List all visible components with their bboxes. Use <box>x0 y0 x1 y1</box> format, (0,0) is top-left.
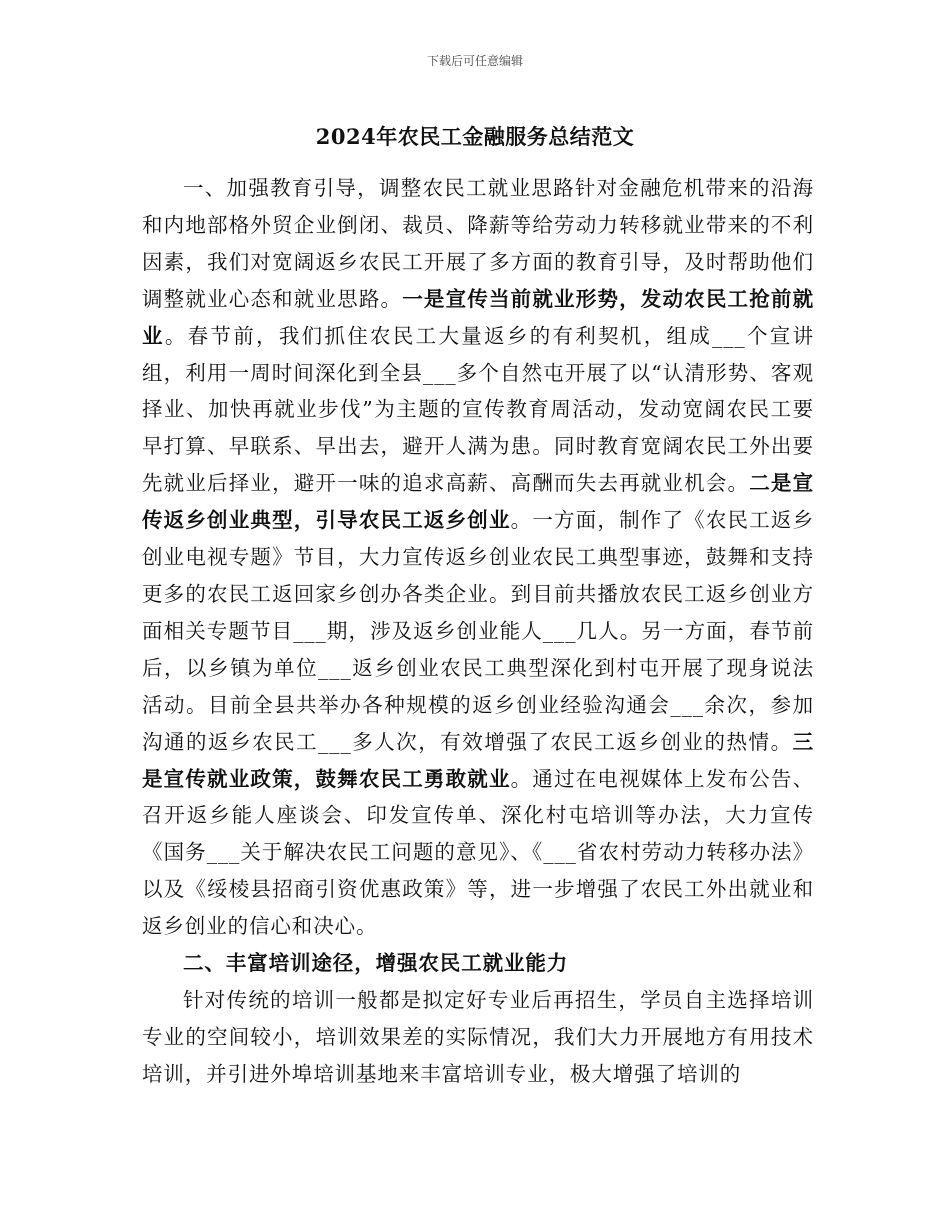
section-2-paragraph: 针对传统的培训一般都是拟定好专业后再招生，学员自主选择培训专业的空间较小，培训效果差的实际情况，我们大力开展地方有用技术培训，并引进外埠培训基地来丰富培训专业，极大增强了培训的 <box>142 987 814 1086</box>
point-2-title: 二是宣传返乡创业典型，引导农民工返乡创业 <box>142 471 815 533</box>
download-note: 下载后可任意编辑 <box>426 54 523 68</box>
point-3-title: 三是宣传就业政策，鼓舞农民工勇敢就业 <box>142 729 814 791</box>
point-3-text: 。通过在电视媒体上发布公告、召开返乡能人座谈会、印发宣传单、深化村屯培训等办法，大力宣传《国务___关于解决农民工问题的意见》、《___省农村劳动力转移办法》以及《绥棱县招商引资优惠政策》等，进一步增强了农民工外出就业和返乡创业的信心和决心。 <box>142 766 814 939</box>
point-1-title: 一是宣传当前就业形势，发动农民工抢前就业 <box>142 286 814 348</box>
section-1-paragraph <box>142 170 814 945</box>
document-body <box>142 170 814 1093</box>
point-1-text: 。春节前，我们抓住农民工大量返乡的有利契机，组成___个宣讲组，利用一周时间深化到全县___多个自然屯开展了以“认清形势、客观择业、加快再就业步伐”为主题的宣传教育周活动，发动宽阔农民工要早打算、早联系、早出去，避开人满为患。同时教育宽阔农民工外出要先就业后择业，避开一味的追求高薪、高酬而失去再就业机会。 <box>142 323 814 496</box>
document-title: 2024年农民工金融服务总结范文 <box>315 124 635 149</box>
section-1-intro: 一、加强教育引导，调整农民工就业思路针对金融危机带来的沿海和内地部格外贸企业倒闭、裁员、降薪等给劳动力转移就业带来的不利因素，我们对宽阔返乡农民工开展了多方面的教育引导，及时帮助他们调整就业心态和就业思路。 <box>142 176 814 311</box>
point-2-text: 。一方面，制作了《农民工返乡创业电视专题》节目，大力宣传返乡创业农民工典型事迹，鼓舞和支持更多的农民工返回家乡创办各类企业。到目前共播放农民工返乡创业方面相关专题节目___期，涉及返乡创业能人___几人。另一方面，春节前后，以乡镇为单位___返乡创业农民工典型深化到村屯开展了现身说法活动。目前全县共举办各种规模的返乡创业经验沟通会___余次，参加沟通的返乡农民工___多人次，有效增强了农民工返乡创业的热情。 <box>142 508 814 754</box>
section-2-heading: 二、丰富培训途径，增强农民工就业能力 <box>183 951 569 976</box>
